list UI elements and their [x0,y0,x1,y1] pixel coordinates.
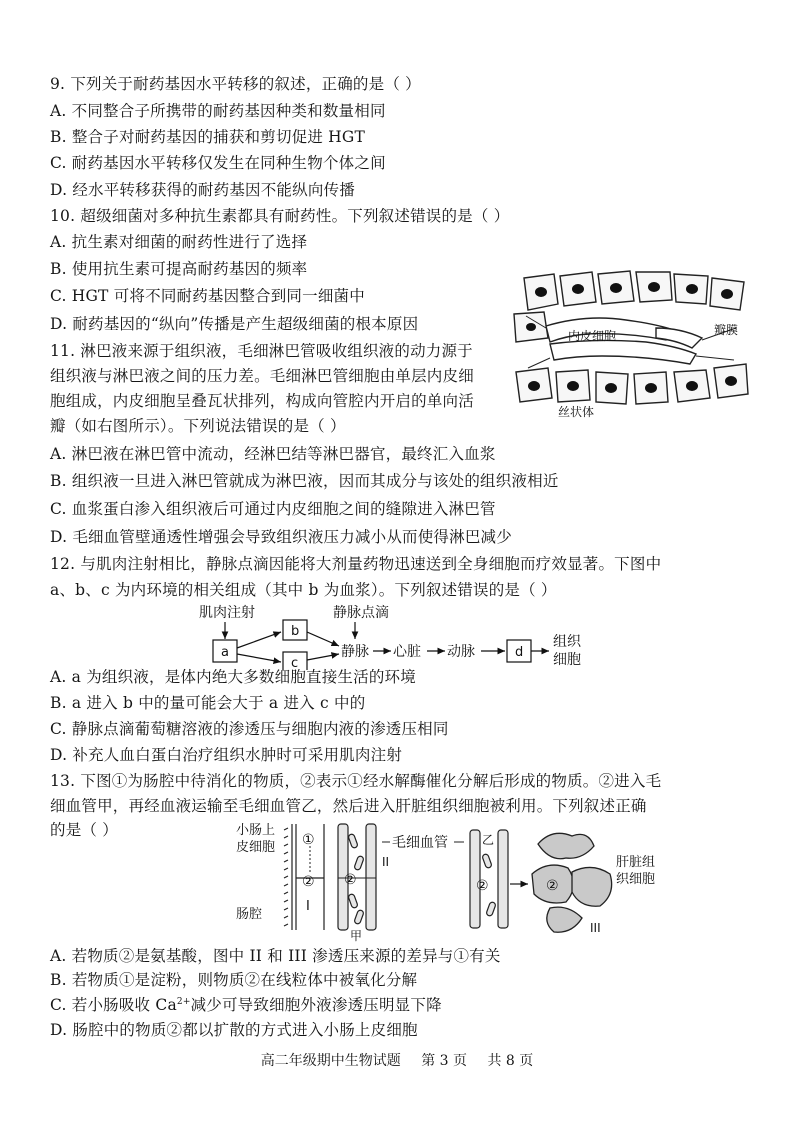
q12-option-d: D. 补充人血白蛋白治疗组织水肿时可采用肌肉注射 [50,746,403,764]
q11-stem-line2: 组织液与淋巴液之间的压力差。毛细淋巴管细胞由单层内皮细 [50,367,474,385]
epithelium-label-1: 小肠上 [236,823,276,838]
roman-2-label: II [382,855,390,869]
capillary-label: 毛细血管 [392,835,448,851]
q9-option-c: C. 耐药基因水平转移仅发生在同种生物个体之间 [50,154,386,172]
roman-1-label: I [306,899,310,914]
circle-1-label: ① [302,832,315,848]
q12-option-a: A. a 为组织液，是体内绝大多数细胞直接生活的环境 [50,668,416,686]
roman-3-label: III [590,921,601,935]
liver-label-2: 织细胞 [616,872,656,887]
q11-option-a: A. 淋巴液在淋巴管中流动，经淋巴结等淋巴器官，最终汇入血浆 [50,445,496,463]
q11-stem-line1: 11. 淋巴液来源于组织液，毛细淋巴管吸收组织液的动力源于 [50,342,473,360]
q12-stem-line1: 12. 与肌肉注射相比，静脉点滴因能将大剂量药物迅速送到全身细胞而疗效显著。下图中 [50,555,662,573]
filament-label: 丝状体 [558,405,595,419]
q9-stem: 9. 下列关于耐药基因水平转移的叙述，正确的是（ ） [50,75,421,93]
q13-option-b: B. 若物质①是淀粉，则物质②在线粒体中被氧化分解 [50,971,418,989]
lymph-capillary-figure [506,268,756,420]
lumen-label: 肠腔 [236,907,263,922]
q11-stem-line4: 瓣（如右图所示）。下列说法错误的是（ ） [50,417,346,435]
footer-title: 高二年级期中生物试题 [260,1053,401,1069]
circle-2-label: ② [302,874,315,890]
footer-total: 共 8 页 [487,1053,534,1069]
q12-option-c: C. 静脉点滴葡萄糖溶液的渗透压与细胞内液的渗透压相同 [50,720,449,738]
q9-option-b: B. 整合子对耐药基因的捕获和剪切促进 HGT [50,128,366,146]
capillary-wall [366,824,376,930]
heart-label: 心脏 [393,644,421,660]
footer-page: 第 3 页 [421,1053,467,1069]
q12-stem-line2: a、b、c 为内环境的相关组成（其中 b 为血浆）。下列叙述错误的是（ ） [50,581,557,599]
q11-option-b: B. 组织液一旦进入淋巴管就成为淋巴液，因而其成分与该处的组织液相近 [50,472,559,490]
box-c-label: c [291,656,299,670]
circle-2-yi-label: ② [476,878,489,894]
q13-option-d: D. 肠腔中的物质②都以扩散的方式进入小肠上皮细胞 [50,1021,418,1039]
q10-option-a: A. 抗生素对细菌的耐药性进行了选择 [50,233,308,251]
q9-option-a: A. 不同整合子所携带的耐药基因种类和数量相同 [50,102,386,120]
artery-label: 动脉 [447,644,475,660]
q11-stem-line3: 胞组成，内皮细胞呈叠瓦状排列，构成向管腔内开启的单向活 [50,392,474,410]
box-b-label: b [291,624,300,639]
endothelial-cell-label: 内皮细胞 [568,329,617,343]
jia-label: 甲 [350,929,363,943]
circle-2-liver-label: ② [546,878,559,894]
vein-label: 静脉 [341,644,369,660]
q13-option-a: A. 若物质②是氨基酸，图中 II 和 III 渗透压来源的差异与①有关 [50,947,501,965]
tissue-label-2: 细胞 [553,652,581,668]
valve-label: 瓣膜 [714,323,739,337]
q13-stem-line2: 细血管甲，再经血液运输至毛细血管乙，然后进入肝脏组织细胞被利用。下列叙述正确 [50,797,647,815]
q9-option-d: D. 经水平转移获得的耐药基因不能纵向传播 [50,181,355,199]
circle-2-capillary-label: ② [344,872,357,888]
q10-option-c: C. HGT 可将不同耐药基因整合到同一细菌中 [50,287,365,305]
q13-absorption-figure [232,814,662,944]
q13-stem-line3: 的是（ ） [50,821,118,839]
tissue-label-1: 组织 [553,634,581,650]
yi-label: 乙 [482,833,495,847]
im-injection-label: 肌肉注射 [199,605,255,621]
box-a-label: a [221,645,229,660]
epithelium-label-2: 皮细胞 [236,840,276,855]
box-d-label: d [515,645,524,660]
q13-stem-line1: 13. 下图①为肠腔中待消化的物质，②表示①经水解酶催化分解后形成的物质。②进入毛 [50,772,662,790]
q11-option-c: C. 血浆蛋白渗入组织液后可通过内皮细胞之间的缝隙进入淋巴管 [50,500,496,518]
q12-flow-diagram [195,602,595,670]
q13-option-c-pre: C. 若小肠吸收 Ca [50,996,177,1014]
q13-option-c-post: 减少可导致细胞外液渗透压明显下降 [190,996,442,1014]
q10-option-d: D. 耐药基因的“纵向”传播是产生超级细菌的根本原因 [50,315,419,333]
q10-option-b: B. 使用抗生素可提高耐药基因的频率 [50,260,308,278]
q10-stem: 10. 超级细菌对多种抗生素都具有耐药性。下列叙述错误的是（ ） [50,207,510,225]
q13-option-c [50,995,442,1015]
q11-option-d: D. 毛细血管壁通透性增强会导致组织液压力减小从而使得淋巴减少 [50,528,512,546]
q12-option-b: B. a 进入 b 中的量可能会大于 a 进入 c 中的 [50,694,366,712]
q13-option-c-sup: 2+ [176,996,191,1007]
page-footer [0,1050,794,1070]
liver-label-1: 肝脏组 [616,855,656,870]
iv-drip-label: 静脉点滴 [333,605,389,621]
